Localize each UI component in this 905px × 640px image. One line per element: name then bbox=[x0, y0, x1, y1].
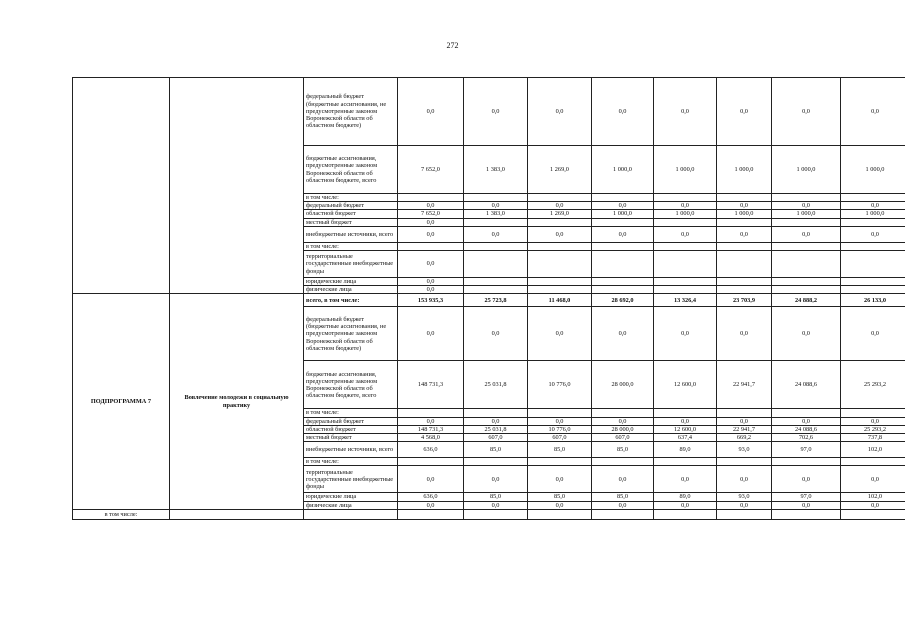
value-cell bbox=[528, 242, 592, 250]
value-cell: 22 941,7 bbox=[717, 361, 772, 409]
value-cell: 1 000,0 bbox=[772, 210, 841, 218]
row-label: в том числе: bbox=[304, 458, 398, 466]
value-cell: 4 568,0 bbox=[398, 434, 464, 442]
value-cell bbox=[654, 458, 717, 466]
value-cell bbox=[592, 218, 654, 226]
value-cell: 0,0 bbox=[398, 466, 464, 493]
value-cell: 85,0 bbox=[592, 442, 654, 458]
subprogram-code: ПОДПРОГРАММА 7 bbox=[73, 294, 170, 509]
value-cell: 10 776,0 bbox=[528, 361, 592, 409]
value-cell bbox=[592, 458, 654, 466]
value-cell: 0,0 bbox=[654, 226, 717, 242]
value-cell: 85,0 bbox=[528, 493, 592, 501]
value-cell: 0,0 bbox=[398, 251, 464, 278]
value-cell: 0,0 bbox=[654, 466, 717, 493]
value-cell: 0,0 bbox=[464, 226, 528, 242]
row-label: физические лица bbox=[304, 286, 398, 294]
value-cell: 0,0 bbox=[772, 226, 841, 242]
value-cell: 0,0 bbox=[841, 202, 905, 210]
value-cell bbox=[841, 409, 905, 417]
value-cell: 153 935,3 bbox=[398, 294, 464, 307]
row-label: в том числе: bbox=[304, 409, 398, 417]
value-cell: 11 468,0 bbox=[528, 294, 592, 307]
value-cell bbox=[772, 218, 841, 226]
value-cell bbox=[464, 251, 528, 278]
value-cell: 0,0 bbox=[717, 307, 772, 361]
value-cell bbox=[717, 286, 772, 294]
value-cell: 607,0 bbox=[464, 434, 528, 442]
value-cell bbox=[841, 242, 905, 250]
value-cell bbox=[398, 194, 464, 202]
value-cell bbox=[398, 458, 464, 466]
row-label: территориальные государственные внебюджетные фонды bbox=[304, 466, 398, 493]
value-cell: 0,0 bbox=[464, 501, 528, 509]
value-cell bbox=[841, 194, 905, 202]
value-cell: 0,0 bbox=[654, 78, 717, 146]
value-cell bbox=[528, 194, 592, 202]
row-label: местный бюджет bbox=[304, 218, 398, 226]
value-cell bbox=[464, 242, 528, 250]
value-cell: 0,0 bbox=[592, 78, 654, 146]
value-cell: 0,0 bbox=[528, 466, 592, 493]
value-cell: 85,0 bbox=[528, 442, 592, 458]
value-cell bbox=[464, 409, 528, 417]
value-cell: 0,0 bbox=[398, 202, 464, 210]
row-label: федеральный бюджет bbox=[304, 417, 398, 425]
empty-cell bbox=[304, 509, 398, 519]
value-cell bbox=[528, 218, 592, 226]
value-cell: 1 383,0 bbox=[464, 210, 528, 218]
value-cell bbox=[592, 242, 654, 250]
row-label: федеральный бюджет (бюджетные ассигнования, не предусмотренные законом Воронежской области об областном бюджете) bbox=[304, 78, 398, 146]
value-cell: 0,0 bbox=[398, 278, 464, 286]
value-cell: 0,0 bbox=[592, 307, 654, 361]
value-cell: 1 269,0 bbox=[528, 210, 592, 218]
value-cell: 0,0 bbox=[528, 226, 592, 242]
value-cell: 0,0 bbox=[772, 501, 841, 509]
value-cell bbox=[654, 286, 717, 294]
value-cell bbox=[717, 194, 772, 202]
value-cell: 97,0 bbox=[772, 442, 841, 458]
row-label: физические лица bbox=[304, 501, 398, 509]
value-cell: 0,0 bbox=[717, 78, 772, 146]
value-cell bbox=[841, 286, 905, 294]
value-cell: 0,0 bbox=[528, 307, 592, 361]
value-cell: 0,0 bbox=[841, 417, 905, 425]
value-cell: 102,0 bbox=[841, 442, 905, 458]
value-cell: 0,0 bbox=[841, 501, 905, 509]
value-cell: 0,0 bbox=[464, 466, 528, 493]
value-cell: 0,0 bbox=[654, 501, 717, 509]
value-cell: 0,0 bbox=[464, 202, 528, 210]
value-cell bbox=[592, 286, 654, 294]
empty-cell bbox=[772, 509, 841, 519]
value-cell bbox=[398, 242, 464, 250]
value-cell bbox=[654, 409, 717, 417]
value-cell: 0,0 bbox=[841, 307, 905, 361]
value-cell: 1 000,0 bbox=[841, 146, 905, 194]
value-cell: 148 731,3 bbox=[398, 361, 464, 409]
value-cell bbox=[772, 194, 841, 202]
value-cell: 1 000,0 bbox=[717, 210, 772, 218]
value-cell bbox=[717, 218, 772, 226]
empty-cell bbox=[592, 509, 654, 519]
value-cell: 1 000,0 bbox=[654, 146, 717, 194]
value-cell: 0,0 bbox=[841, 78, 905, 146]
value-cell bbox=[528, 251, 592, 278]
value-cell bbox=[528, 286, 592, 294]
subprogram-code-cell bbox=[73, 78, 170, 294]
value-cell: 148 731,3 bbox=[398, 425, 464, 433]
value-cell: 0,0 bbox=[398, 226, 464, 242]
empty-cell bbox=[528, 509, 592, 519]
value-cell bbox=[464, 194, 528, 202]
value-cell bbox=[772, 409, 841, 417]
row-label: областной бюджет bbox=[304, 210, 398, 218]
value-cell: 7 652,0 bbox=[398, 146, 464, 194]
empty-cell bbox=[464, 509, 528, 519]
value-cell: 25 031,8 bbox=[464, 361, 528, 409]
value-cell: 1 269,0 bbox=[528, 146, 592, 194]
row-label: юридические лица bbox=[304, 493, 398, 501]
empty-cell bbox=[398, 509, 464, 519]
value-cell bbox=[841, 458, 905, 466]
value-cell bbox=[528, 409, 592, 417]
value-cell: 0,0 bbox=[528, 501, 592, 509]
value-cell: 0,0 bbox=[398, 307, 464, 361]
value-cell: 0,0 bbox=[654, 307, 717, 361]
row-label: местный бюджет bbox=[304, 434, 398, 442]
value-cell: 0,0 bbox=[528, 202, 592, 210]
value-cell: 0,0 bbox=[841, 466, 905, 493]
value-cell: 97,0 bbox=[772, 493, 841, 501]
table-row bbox=[73, 509, 905, 519]
value-cell: 28 692,0 bbox=[592, 294, 654, 307]
value-cell: 0,0 bbox=[528, 78, 592, 146]
value-cell: 0,0 bbox=[717, 501, 772, 509]
value-cell bbox=[592, 278, 654, 286]
value-cell: 26 133,0 bbox=[841, 294, 905, 307]
value-cell: 0,0 bbox=[398, 286, 464, 294]
value-cell: 22 941,7 bbox=[717, 425, 772, 433]
value-cell bbox=[464, 218, 528, 226]
value-cell: 25 293,2 bbox=[841, 425, 905, 433]
row-label: внебюджетные источники, всего bbox=[304, 442, 398, 458]
value-cell: 0,0 bbox=[841, 226, 905, 242]
value-cell: 1 000,0 bbox=[592, 210, 654, 218]
value-cell: 1 000,0 bbox=[654, 210, 717, 218]
value-cell: 0,0 bbox=[398, 78, 464, 146]
subprogram-name-cell bbox=[170, 78, 304, 294]
row-label: в том числе: bbox=[304, 242, 398, 250]
table-row bbox=[73, 294, 905, 307]
value-cell bbox=[841, 251, 905, 278]
value-cell: 102,0 bbox=[841, 493, 905, 501]
value-cell: 0,0 bbox=[772, 466, 841, 493]
footer-label: в том числе: bbox=[73, 509, 170, 519]
value-cell: 93,0 bbox=[717, 493, 772, 501]
value-cell: 0,0 bbox=[592, 202, 654, 210]
value-cell bbox=[464, 278, 528, 286]
value-cell: 0,0 bbox=[592, 417, 654, 425]
value-cell: 1 000,0 bbox=[772, 146, 841, 194]
value-cell: 0,0 bbox=[772, 78, 841, 146]
row-label: федеральный бюджет bbox=[304, 202, 398, 210]
value-cell: 637,4 bbox=[654, 434, 717, 442]
value-cell: 93,0 bbox=[717, 442, 772, 458]
value-cell bbox=[841, 218, 905, 226]
value-cell: 89,0 bbox=[654, 442, 717, 458]
value-cell: 607,0 bbox=[592, 434, 654, 442]
value-cell: 0,0 bbox=[528, 417, 592, 425]
value-cell: 24 888,2 bbox=[772, 294, 841, 307]
value-cell bbox=[654, 251, 717, 278]
value-cell bbox=[592, 194, 654, 202]
row-label: бюджетные ассигнования, предусмотренные законом Воронежской области об областном бюджете, всего bbox=[304, 146, 398, 194]
value-cell: 25 723,8 bbox=[464, 294, 528, 307]
value-cell: 28 000,0 bbox=[592, 361, 654, 409]
value-cell: 0,0 bbox=[592, 466, 654, 493]
value-cell: 85,0 bbox=[464, 442, 528, 458]
table-row bbox=[73, 78, 905, 146]
value-cell: 0,0 bbox=[772, 417, 841, 425]
value-cell: 1 383,0 bbox=[464, 146, 528, 194]
value-cell: 25 293,2 bbox=[841, 361, 905, 409]
value-cell: 0,0 bbox=[717, 226, 772, 242]
value-cell: 25 031,8 bbox=[464, 425, 528, 433]
value-cell bbox=[464, 286, 528, 294]
empty-cell bbox=[717, 509, 772, 519]
value-cell: 10 776,0 bbox=[528, 425, 592, 433]
row-label: в том числе: bbox=[304, 194, 398, 202]
value-cell bbox=[772, 242, 841, 250]
value-cell: 0,0 bbox=[717, 466, 772, 493]
value-cell: 7 652,0 bbox=[398, 210, 464, 218]
value-cell bbox=[592, 251, 654, 278]
subprogram-name: Вовлечение молодежи в социальную практику bbox=[170, 294, 304, 509]
value-cell bbox=[528, 278, 592, 286]
value-cell: 0,0 bbox=[592, 226, 654, 242]
value-cell bbox=[464, 458, 528, 466]
value-cell: 702,6 bbox=[772, 434, 841, 442]
value-cell: 13 326,4 bbox=[654, 294, 717, 307]
value-cell bbox=[717, 458, 772, 466]
value-cell: 0,0 bbox=[398, 218, 464, 226]
value-cell: 28 000,0 bbox=[592, 425, 654, 433]
value-cell: 0,0 bbox=[654, 417, 717, 425]
value-cell bbox=[398, 409, 464, 417]
empty-cell bbox=[654, 509, 717, 519]
value-cell: 89,0 bbox=[654, 493, 717, 501]
value-cell: 23 703,9 bbox=[717, 294, 772, 307]
value-cell bbox=[654, 278, 717, 286]
value-cell: 85,0 bbox=[464, 493, 528, 501]
value-cell bbox=[654, 218, 717, 226]
value-cell bbox=[592, 409, 654, 417]
value-cell bbox=[841, 278, 905, 286]
value-cell: 1 000,0 bbox=[592, 146, 654, 194]
row-label: внебюджетные источники, всего bbox=[304, 226, 398, 242]
value-cell: 24 088,6 bbox=[772, 361, 841, 409]
value-cell: 0,0 bbox=[464, 417, 528, 425]
row-label: бюджетные ассигнования, предусмотренные законом Воронежской области об областном бюджете, всего bbox=[304, 361, 398, 409]
value-cell: 0,0 bbox=[772, 202, 841, 210]
value-cell: 0,0 bbox=[717, 417, 772, 425]
value-cell: 1 000,0 bbox=[717, 146, 772, 194]
value-cell: 12 600,0 bbox=[654, 425, 717, 433]
value-cell: 1 000,0 bbox=[841, 210, 905, 218]
value-cell bbox=[717, 278, 772, 286]
value-cell: 0,0 bbox=[592, 501, 654, 509]
value-cell: 0,0 bbox=[717, 202, 772, 210]
value-cell bbox=[717, 251, 772, 278]
value-cell bbox=[717, 409, 772, 417]
value-cell bbox=[654, 242, 717, 250]
value-cell: 607,0 bbox=[528, 434, 592, 442]
value-cell bbox=[717, 242, 772, 250]
value-cell bbox=[772, 458, 841, 466]
value-cell: 24 088,6 bbox=[772, 425, 841, 433]
page-number: 272 bbox=[446, 41, 459, 50]
value-cell: 0,0 bbox=[398, 501, 464, 509]
row-label: юридические лица bbox=[304, 278, 398, 286]
value-cell: 85,0 bbox=[592, 493, 654, 501]
row-label: областной бюджет bbox=[304, 425, 398, 433]
value-cell: 669,2 bbox=[717, 434, 772, 442]
value-cell: 0,0 bbox=[464, 78, 528, 146]
value-cell: 0,0 bbox=[398, 417, 464, 425]
empty-cell bbox=[841, 509, 905, 519]
value-cell: 12 600,0 bbox=[654, 361, 717, 409]
row-label: всего, в том числе: bbox=[304, 294, 398, 307]
value-cell bbox=[654, 194, 717, 202]
value-cell: 0,0 bbox=[464, 307, 528, 361]
value-cell bbox=[528, 458, 592, 466]
value-cell: 636,0 bbox=[398, 442, 464, 458]
row-label: федеральный бюджет (бюджетные ассигнования, не предусмотренные законом Воронежской области об областном бюджете) bbox=[304, 307, 398, 361]
value-cell: 0,0 bbox=[654, 202, 717, 210]
value-cell: 636,0 bbox=[398, 493, 464, 501]
budget-table bbox=[72, 77, 905, 520]
value-cell bbox=[772, 278, 841, 286]
empty-cell bbox=[170, 509, 304, 519]
row-label: территориальные государственные внебюджетные фонды bbox=[304, 251, 398, 278]
value-cell: 737,8 bbox=[841, 434, 905, 442]
value-cell bbox=[772, 286, 841, 294]
value-cell bbox=[772, 251, 841, 278]
value-cell: 0,0 bbox=[772, 307, 841, 361]
